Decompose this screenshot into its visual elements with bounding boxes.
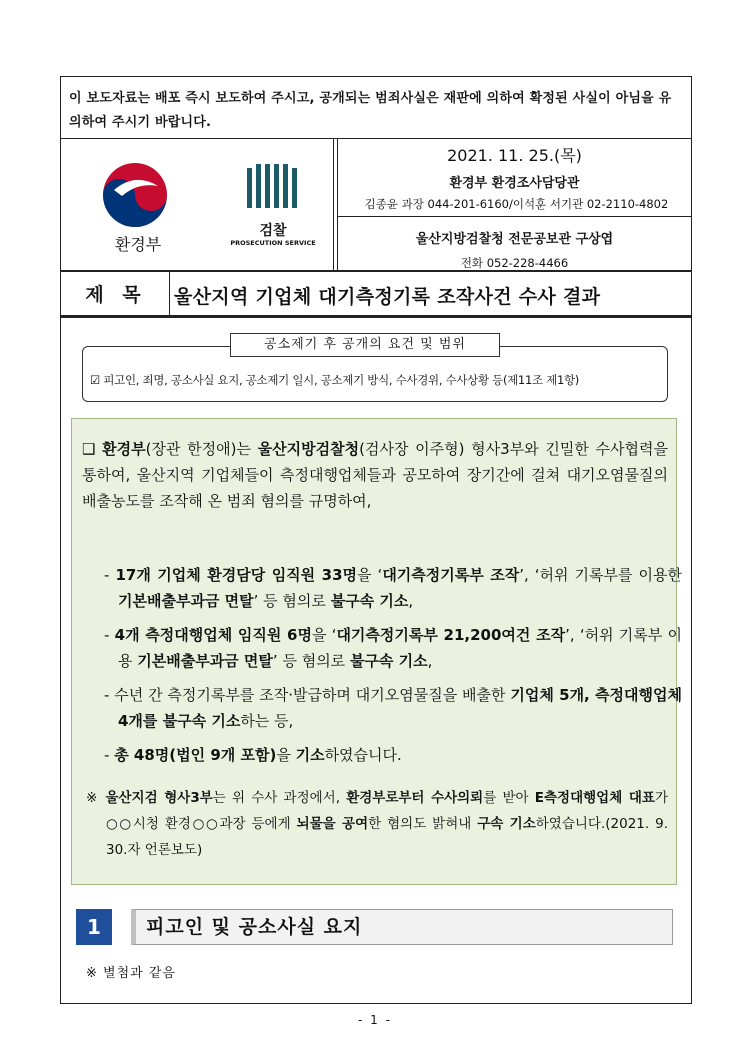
i1-b: 을 ‘ xyxy=(357,566,383,584)
page-number: - 1 - xyxy=(358,1013,392,1027)
i2-e: 기본배출부과금 면탈 xyxy=(137,652,273,670)
contact-moe: 김종윤 과장 044-201-6160/이석훈 서기관 02-2110-4802 xyxy=(364,197,669,211)
note-j: 하였습니다.(2021. 9. 30.자 언론보도) xyxy=(106,816,668,858)
note-c: 환경부로부터 수사의뢰 xyxy=(346,790,484,806)
intro-paragraph xyxy=(82,436,668,514)
i4-a: 총 48명(법인 9개 포함) xyxy=(114,746,277,764)
dept-prosecution: 울산지방검찰청 전문공보관 구상엽 xyxy=(415,232,614,247)
prosecution-logo-icon xyxy=(243,164,303,214)
list-item: - 4개 측정대행업체 임직원 6명을 ‘대기측정기록부 21,200여건 조작’, ‘허위 기록부 이용 기본배출부과금 면탈’ 등 혐의로 불구속 기소, xyxy=(104,626,682,670)
title-label: 제 목 xyxy=(85,284,147,306)
i1-h: , xyxy=(408,592,414,610)
disclosure-conditions-label: 공소제기 후 공개의 요건 및 범위 xyxy=(230,333,500,357)
press-notice: 이 보도자료는 배포 즉시 보도하여 주시고, 공개되는 범죄사실은 재판에 의하여 확정된 사실이 아님을 유의하여 주시기 바랍니다. xyxy=(61,77,691,139)
i3-b: 기업체 5개, 측정대행업체 4개를 불구속 기소 xyxy=(118,686,682,730)
note-a: 울산지검 형사3부 xyxy=(105,790,213,806)
contact-prosecution: 전화 052-228-4466 xyxy=(460,256,569,270)
moe-logo-icon xyxy=(100,160,170,230)
i2-b: 을 ‘ xyxy=(311,626,337,644)
section-number: 1 xyxy=(76,909,112,945)
i1-d: ’, ‘허위 기록부를 이용한 xyxy=(519,566,683,584)
i1-g: 불구속 기소 xyxy=(330,592,409,610)
intro-moe-paren: (장관 한정애)는 xyxy=(145,440,258,458)
note-d: 를 받아 xyxy=(483,790,535,806)
header-divider xyxy=(333,139,334,272)
moe-name: 환경부 xyxy=(114,235,162,254)
i2-c: 대기측정기록부 21,200여건 조작 xyxy=(336,626,566,644)
i2-h: , xyxy=(427,652,433,670)
i2-g: 불구속 기소 xyxy=(349,652,428,670)
note-f: 가 ○○시청 환경○○과장 등에게 xyxy=(106,790,668,832)
i3-c: 하는 등, xyxy=(240,712,294,730)
disclosure-conditions-text: ☑ 피고인, 죄명, 공소사실 요지, 공소제기 일시, 공소제기 방식, 수사경위, 수사상황 등(제11조 제1항) xyxy=(90,373,579,387)
note-g: 뇌물을 공여 xyxy=(296,816,369,832)
note-b: 는 위 수사 과정에서, xyxy=(212,790,347,806)
section-note: ※ 별첨과 같음 xyxy=(86,966,176,981)
i4-b: 을 xyxy=(276,746,296,764)
i1-e: 기본배출부과금 면탈 xyxy=(118,592,254,610)
i1-f: ’ 등 혐의로 xyxy=(253,592,331,610)
note-i: 구속 기소 xyxy=(477,816,536,832)
prosecution-name: 검찰 xyxy=(259,223,287,239)
i4-c: 기소 xyxy=(295,746,325,764)
i1-c: 대기측정기록부 조작 xyxy=(382,566,520,584)
note-e: E측정대행업체 대표 xyxy=(534,790,655,806)
intro-rest: (검사장 이주형) 형사3부와 긴밀한 수사협력을 통하여, 울산지역 기업체들이 측정대행업체들과 공모하여 장기간에 걸쳐 대기오염물질의 배출농도를 조작해 온 범죄 혐의를 규명하여, xyxy=(82,440,668,510)
header-row-divider xyxy=(338,216,691,217)
prosecution-sub: PROSECUTION SERVICE xyxy=(230,239,316,247)
i2-d: ’, ‘허위 기록부 이용 xyxy=(118,626,682,670)
page-title: 울산지역 기업체 대기측정기록 조작사건 수사 결과 xyxy=(174,286,601,308)
intro-moe: 환경부 xyxy=(102,440,146,458)
title-divider xyxy=(169,272,170,318)
list-item: - 수년 간 측정기록부를 조작·발급하며 대기오염물질을 배출한 기업체 5개, 측정대행업체 4개를 불구속 기소하는 등, xyxy=(104,686,682,730)
i2-f: ’ 등 혐의로 xyxy=(272,652,350,670)
section-title: 피고인 및 공소사실 요지 xyxy=(131,909,673,945)
note-mark: ※ xyxy=(86,790,100,806)
square-bullet-icon: ❑ xyxy=(82,440,96,458)
i3-a: 수년 간 측정기록부를 조작·발급하며 대기오염물질을 배출한 xyxy=(114,686,511,704)
i2-a: 4개 측정대행업체 임직원 6명 xyxy=(114,626,312,644)
list-item: - 17개 기업체 환경담당 임직원 33명을 ‘대기측정기록부 조작’, ‘허위 기록부를 이용한 기본배출부과금 면탈’ 등 혐의로 불구속 기소, xyxy=(104,566,683,610)
intro-prosecution: 울산지방검찰청 xyxy=(257,440,360,458)
i1-a: 17개 기업체 환경담당 임직원 33명 xyxy=(115,566,358,584)
note-h: 한 혐의도 밝혀내 xyxy=(368,816,478,832)
i4-d: 하였습니다. xyxy=(324,746,402,764)
list-item: - 총 48명(법인 9개 포함)을 기소하였습니다. xyxy=(104,746,402,764)
release-date: 2021. 11. 25.(목) xyxy=(447,146,582,165)
dept-moe: 환경부 환경조사담당관 xyxy=(449,176,580,191)
note-paragraph xyxy=(86,785,668,863)
